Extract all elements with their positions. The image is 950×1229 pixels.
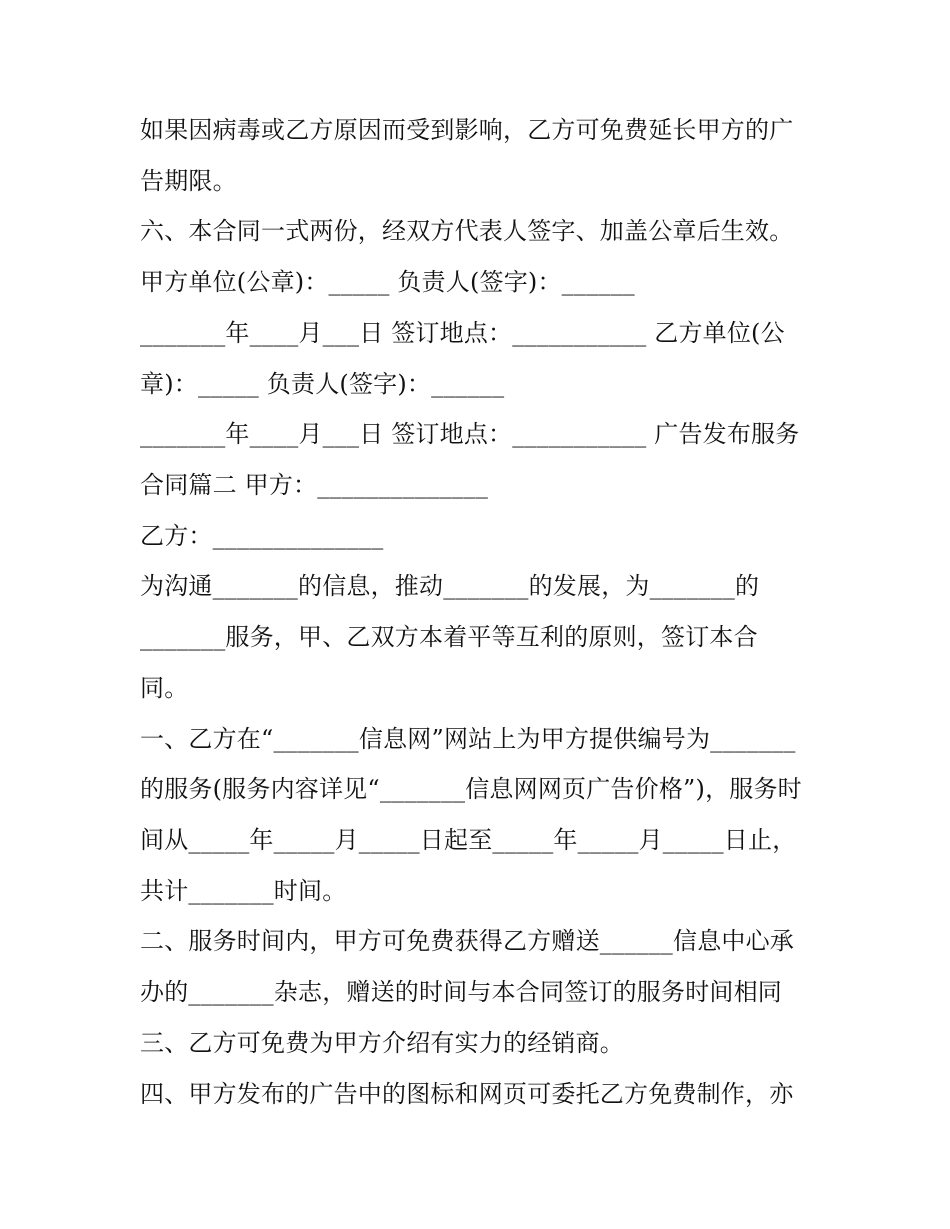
text-line: _______服务，甲、乙双方本着平等互利的原则，签订本合	[140, 623, 758, 651]
text-line: 六、本合同一式两份，经双方代表人签字、加盖公章后生效。	[140, 217, 794, 245]
text-line: 四、甲方发布的广告中的图标和网页可委托乙方免费制作，亦	[140, 1080, 794, 1108]
text-line: 章)：_____ 负责人(签字)：______	[140, 370, 505, 398]
text-line: 为沟通_______的信息，推动_______的发展，为_______的	[140, 572, 760, 600]
text-line: 甲方单位(公章)：_____ 负责人(签字)：______	[140, 268, 635, 296]
text-line: 共计_______时间。	[140, 877, 347, 905]
text-line: 告期限。	[140, 167, 237, 195]
text-line: _______年____月___日 签订地点：___________ 广告发布服务	[140, 420, 800, 448]
text-line: 一、乙方在“_______信息网”网站上为甲方提供编号为_______	[140, 725, 796, 753]
text-line: 合同篇二 甲方：______________	[140, 471, 489, 499]
text-line: 同。	[140, 674, 189, 702]
text-line: 间从_____年_____月_____日起至_____年_____月_____日止，	[140, 826, 797, 854]
text-line: 乙方：______________	[140, 522, 384, 550]
text-line: 如果因病毒或乙方原因而受到影响，乙方可免费延长甲方的广	[140, 116, 794, 144]
text-line: 办的_______杂志，赠送的时间与本合同签订的服务时间相同	[140, 978, 782, 1006]
text-line: 三、乙方可免费为甲方介绍有实力的经销商。	[140, 1029, 624, 1057]
text-line: 二、服务时间内，甲方可免费获得乙方赠送______信息中心承	[140, 927, 794, 955]
text-line: _______年____月___日 签订地点：___________ 乙方单位(公	[140, 319, 785, 347]
text-line: 的服务(服务内容详见“_______信息网网页广告价格”)，服务时	[140, 775, 802, 803]
